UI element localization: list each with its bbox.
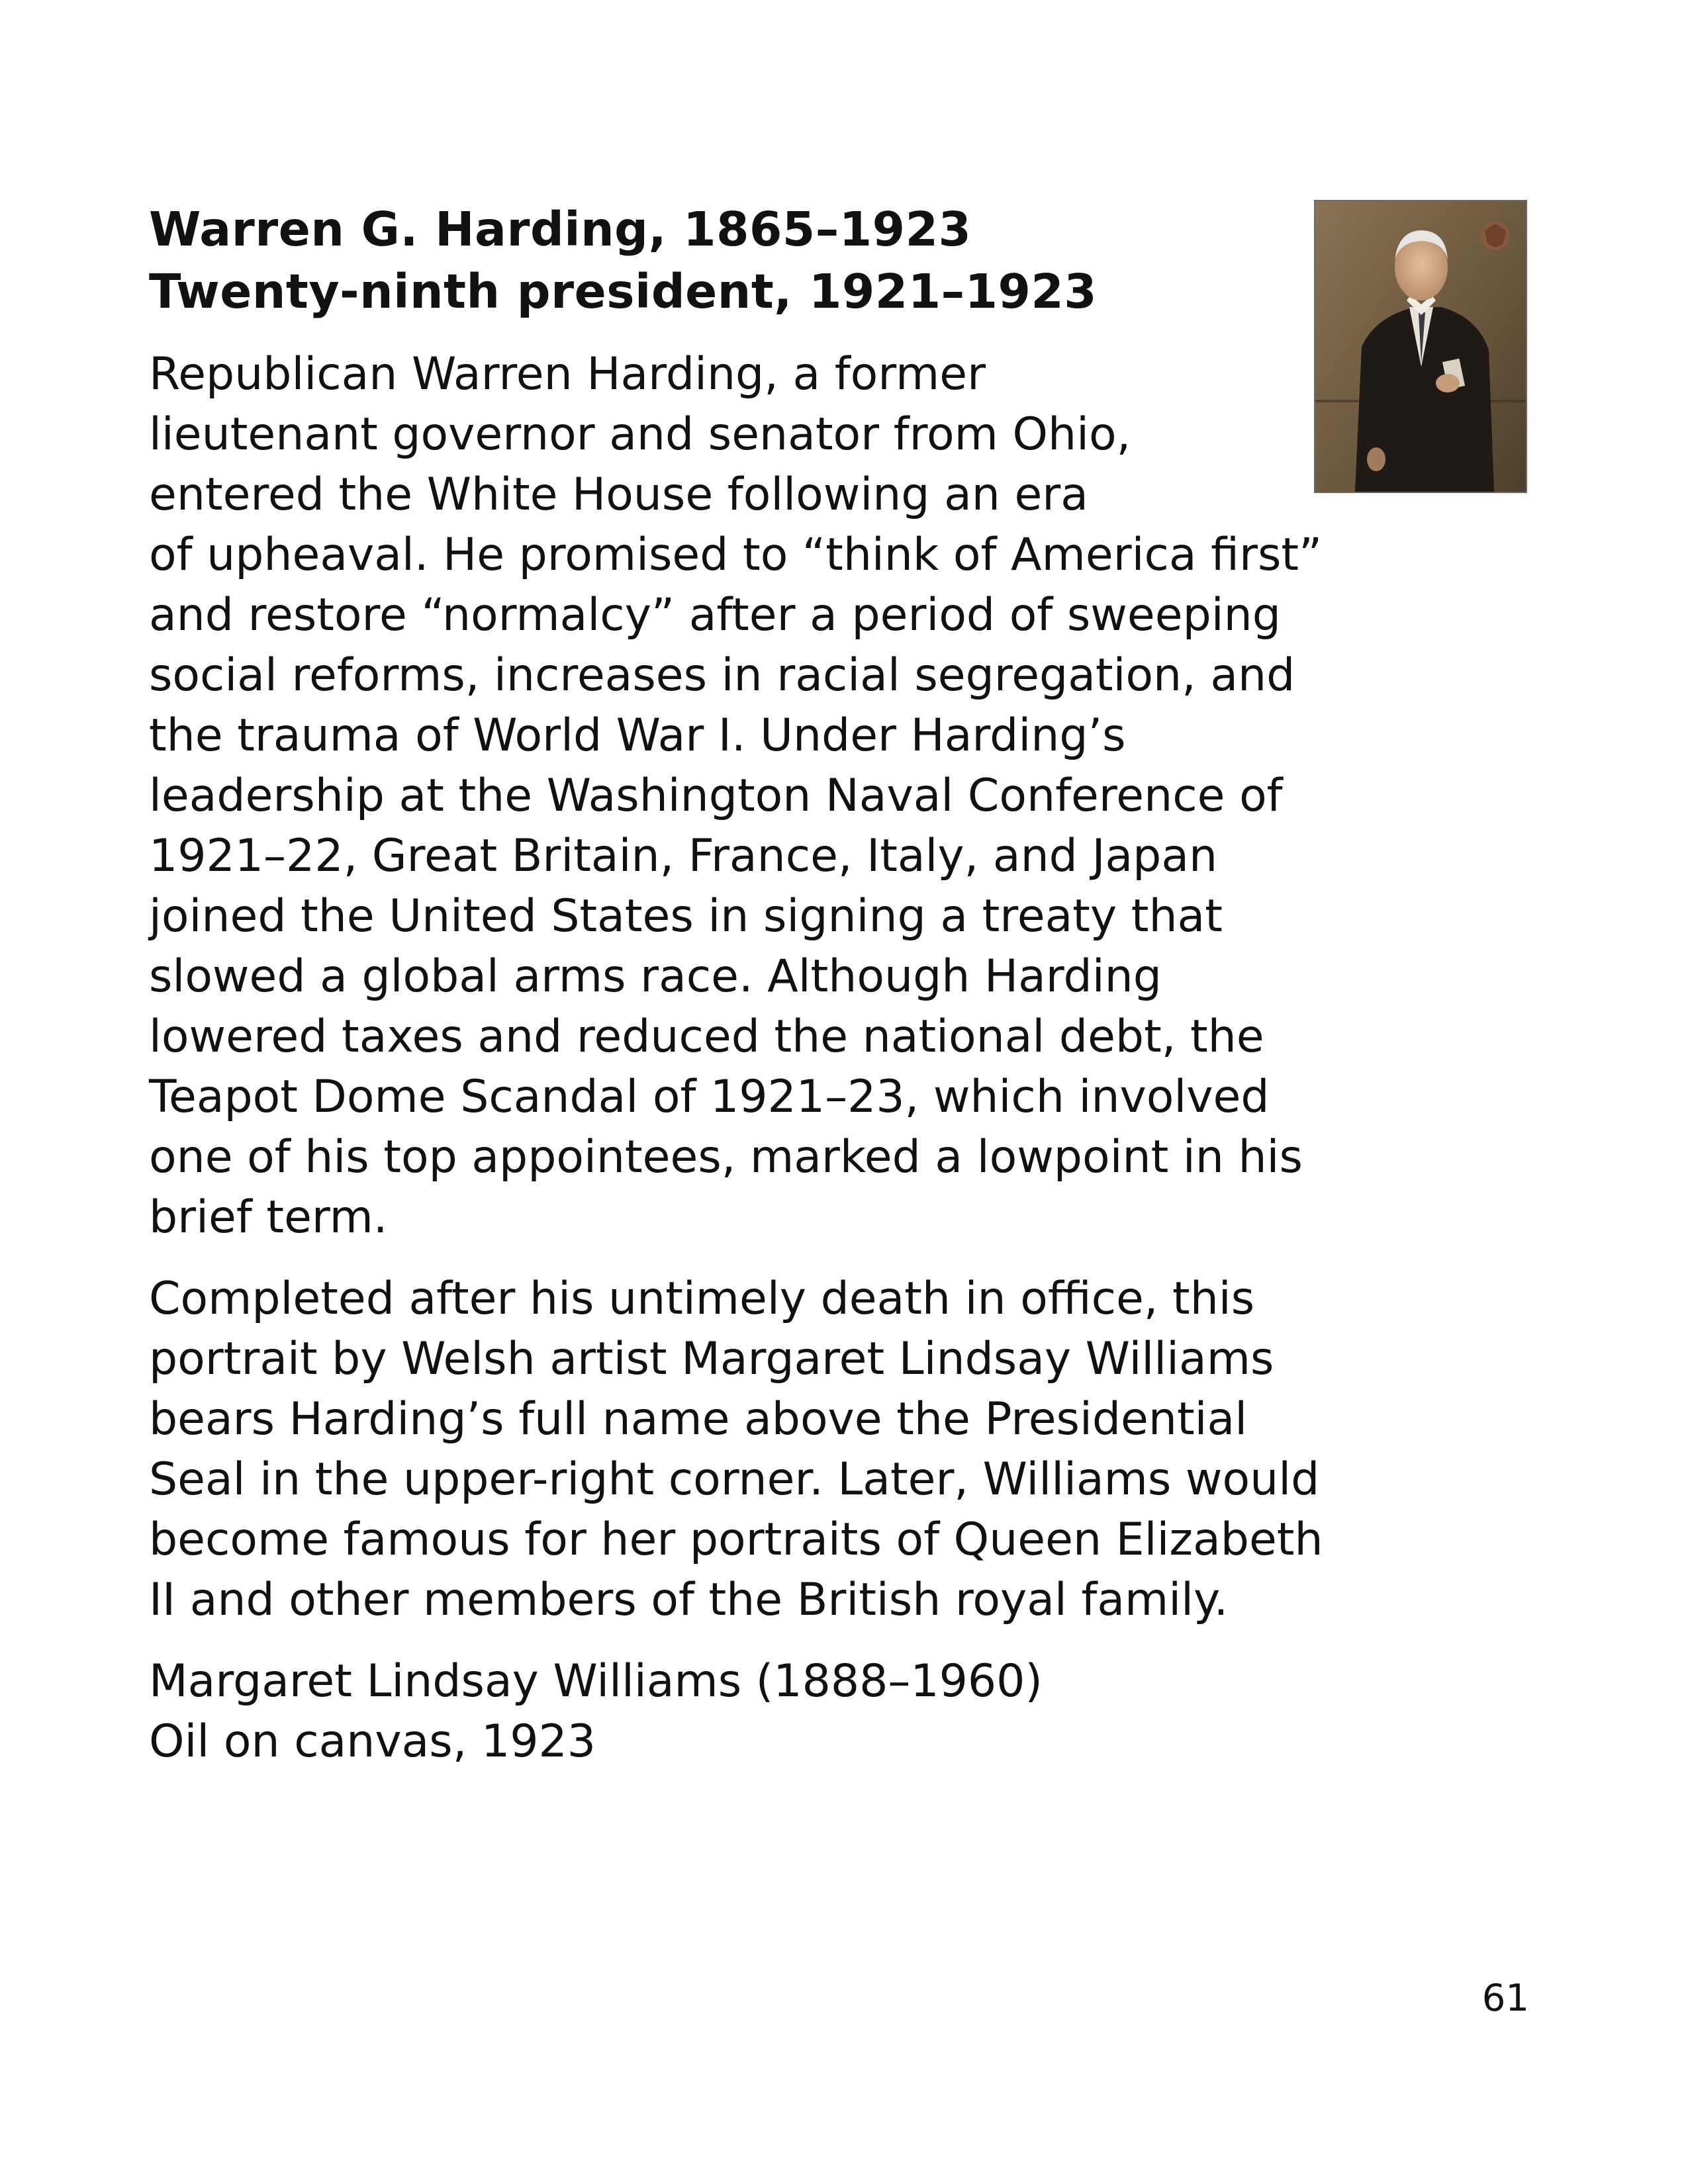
title-name-dates: Warren G. Harding, 1865–1923 [149,202,972,257]
text-line: bears Harding’s full name above the Presidential [149,1393,1248,1445]
text-line: of upheaval. He promised to “think of America first” [149,529,1323,581]
text-line: lieutenant governor and senator from Ohio, [149,408,1131,461]
text-line: Teapot Dome Scandal of 1921–23, which involved [149,1071,1270,1123]
paragraph-portrait-description [149,1269,1552,1630]
text-line: the trauma of World War I. Under Harding’s [149,709,1126,762]
text-line: Completed after his untimely death in office, this [149,1273,1255,1325]
portrait-title [149,199,1274,323]
text-line: portrait by Welsh artist Margaret Lindsay Williams [149,1333,1274,1385]
text-line: Republican Warren Harding, a former [149,348,986,400]
credit-medium: Oil on canvas, 1923 [149,1715,596,1768]
text-line: leadership at the Washington Naval Conference of [149,770,1283,822]
text-line: II and other members of the British royal family. [149,1574,1229,1626]
text-line: brief term. [149,1191,388,1244]
text-line: 1921–22, Great Britain, France, Italy, and Japan [149,830,1218,882]
paragraph-biography [149,344,1552,1248]
paragraph-spacer [149,1630,1552,1651]
text-line: Seal in the upper-right corner. Later, Williams would [149,1453,1320,1506]
text-line: social reforms, increases in racial segregation, and [149,649,1295,702]
title-presidency: Twenty-ninth president, 1921–1923 [149,264,1098,319]
text-line: joined the United States in signing a treaty that [149,890,1223,942]
credit-artist: Margaret Lindsay Williams (1888–1960) [149,1655,1043,1707]
article-body [149,344,1552,1772]
paragraph-spacer [149,1248,1552,1269]
text-line: and restore “normalcy” after a period of sweeping [149,589,1281,641]
text-line: one of his top appointees, marked a lowpoint in his [149,1131,1303,1183]
text-line: slowed a global arms race. Although Harding [149,950,1162,1003]
text-line: lowered taxes and reduced the national debt, the [149,1011,1264,1063]
text-line: entered the White House following an era [149,469,1088,521]
page-number: 61 [1481,1977,1529,2020]
artwork-credit [149,1651,1552,1772]
text-line: become famous for her portraits of Queen Elizabeth [149,1514,1323,1566]
